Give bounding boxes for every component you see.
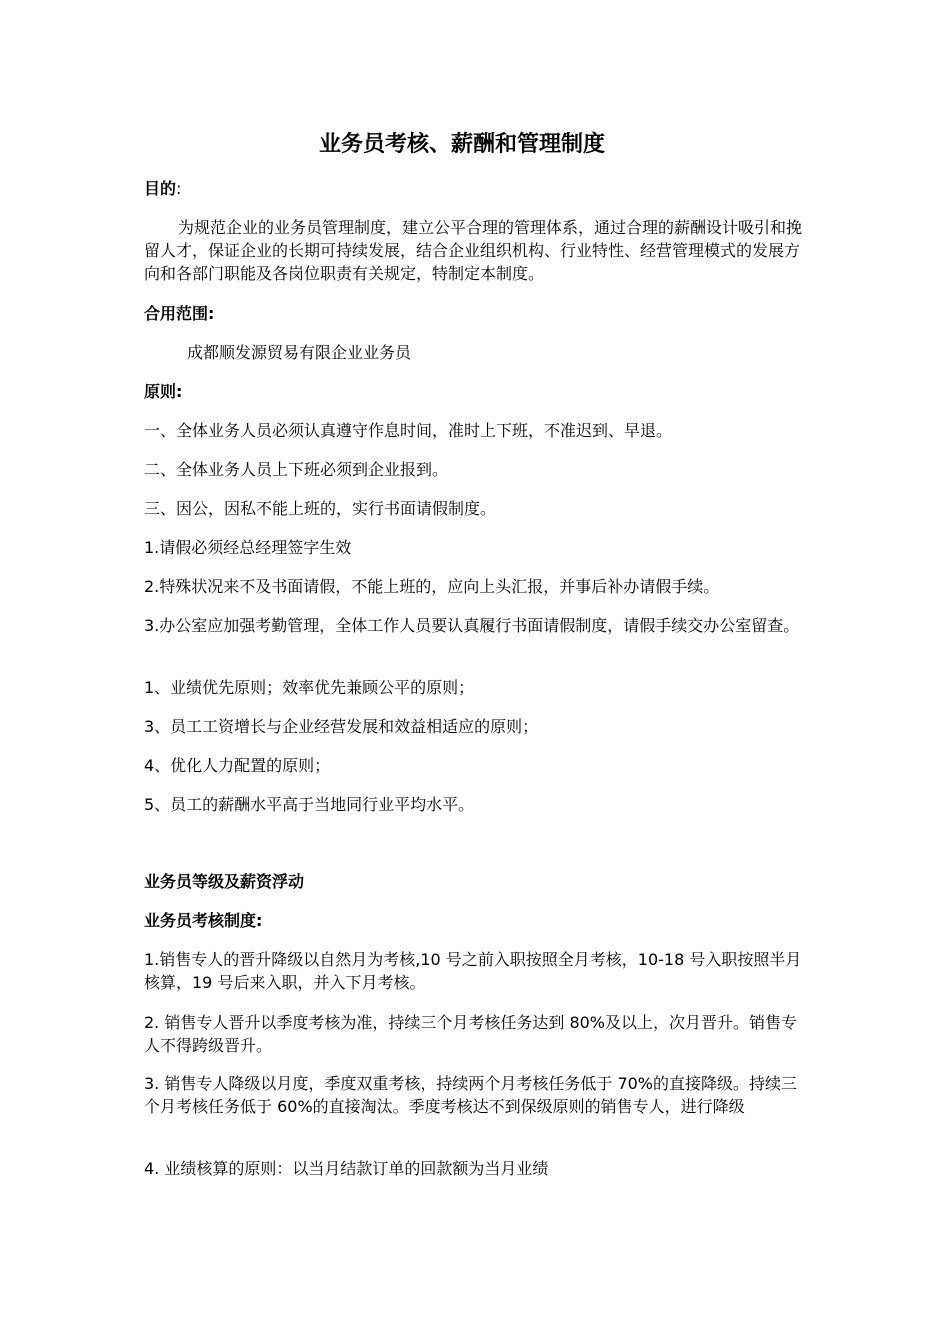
rule-item: 1、业绩优先原则；效率优先兼顾公平的原则； [144, 678, 475, 697]
purpose-heading: 目的 [144, 179, 177, 198]
assessment-item: 2. 销售专人晋升以季度考核为准，持续三个月考核任务达到 80%及以上，次月晋升。销售专人不得跨级晋升。 [144, 1013, 798, 1055]
rule-item: 3.办公室应加强考勤管理，全体工作人员要认真履行书面请假制度，请假手续交办公室留查。 [144, 616, 800, 635]
assessment-heading: 业务员考核制度: [144, 911, 263, 930]
assessment-item: 1.销售专人的晋升降级以自然月为考核,10 号之前入职按照全月考核，10-18 号入职按照半月核算，19 号后来入职，并入下月考核。 [144, 950, 802, 992]
rule-item: 4、优化人力配置的原则； [144, 756, 331, 775]
rule-item: 一、全体业务人员必须认真遵守作息时间，准时上下班，不准迟到、早退。 [144, 421, 673, 440]
rule-item: 1.请假必须经总经理签字生效 [144, 538, 352, 557]
principles-heading: 原则: [144, 382, 183, 401]
scope-paragraph: 成都顺发源贸易有限企业业务员 [187, 343, 412, 362]
rule-item: 2.特殊状况来不及书面请假，不能上班的，应向上头汇报，并事后补办请假手续。 [144, 577, 720, 596]
assessment-item: 3. 销售专人降级以月度，季度双重考核，持续两个月考核任务低于 70%的直接降级。持续三个月考核任务低于 60%的直接淘汰。季度考核达不到保级原则的销售专人，进行降级 [144, 1074, 798, 1116]
purpose-heading-colon: : [176, 179, 182, 198]
purpose-paragraph: 为规范企业的业务员管理制度，建立公平合理的管理体系，通过合理的薪酬设计吸引和挽留人才，保证企业的长期可持续发展，结合企业组织机构、行业特性、经营管理模式的发展方向和各部门职能及各岗位职责有关规定，特制定本制度。 [144, 218, 803, 283]
rule-item: 5、员工的薪酬水平高于当地同行业平均水平。 [144, 795, 475, 814]
rule-item: 三、因公，因私不能上班的，实行书面请假制度。 [144, 499, 497, 518]
document-title: 业务员考核、薪酬和管理制度 [318, 132, 605, 157]
assessment-item: 4. 业绩核算的原则：以当月结款订单的回款额为当月业绩 [144, 1159, 549, 1178]
rule-item: 3、员工工资增长与企业经营发展和效益相适应的原则； [144, 717, 539, 736]
purpose-heading-line [144, 177, 809, 200]
section-heading: 业务员等级及薪资浮动 [144, 872, 305, 891]
scope-heading: 合用范围: [144, 304, 215, 323]
rule-item: 二、全体业务人员上下班必须到企业报到。 [144, 460, 449, 479]
